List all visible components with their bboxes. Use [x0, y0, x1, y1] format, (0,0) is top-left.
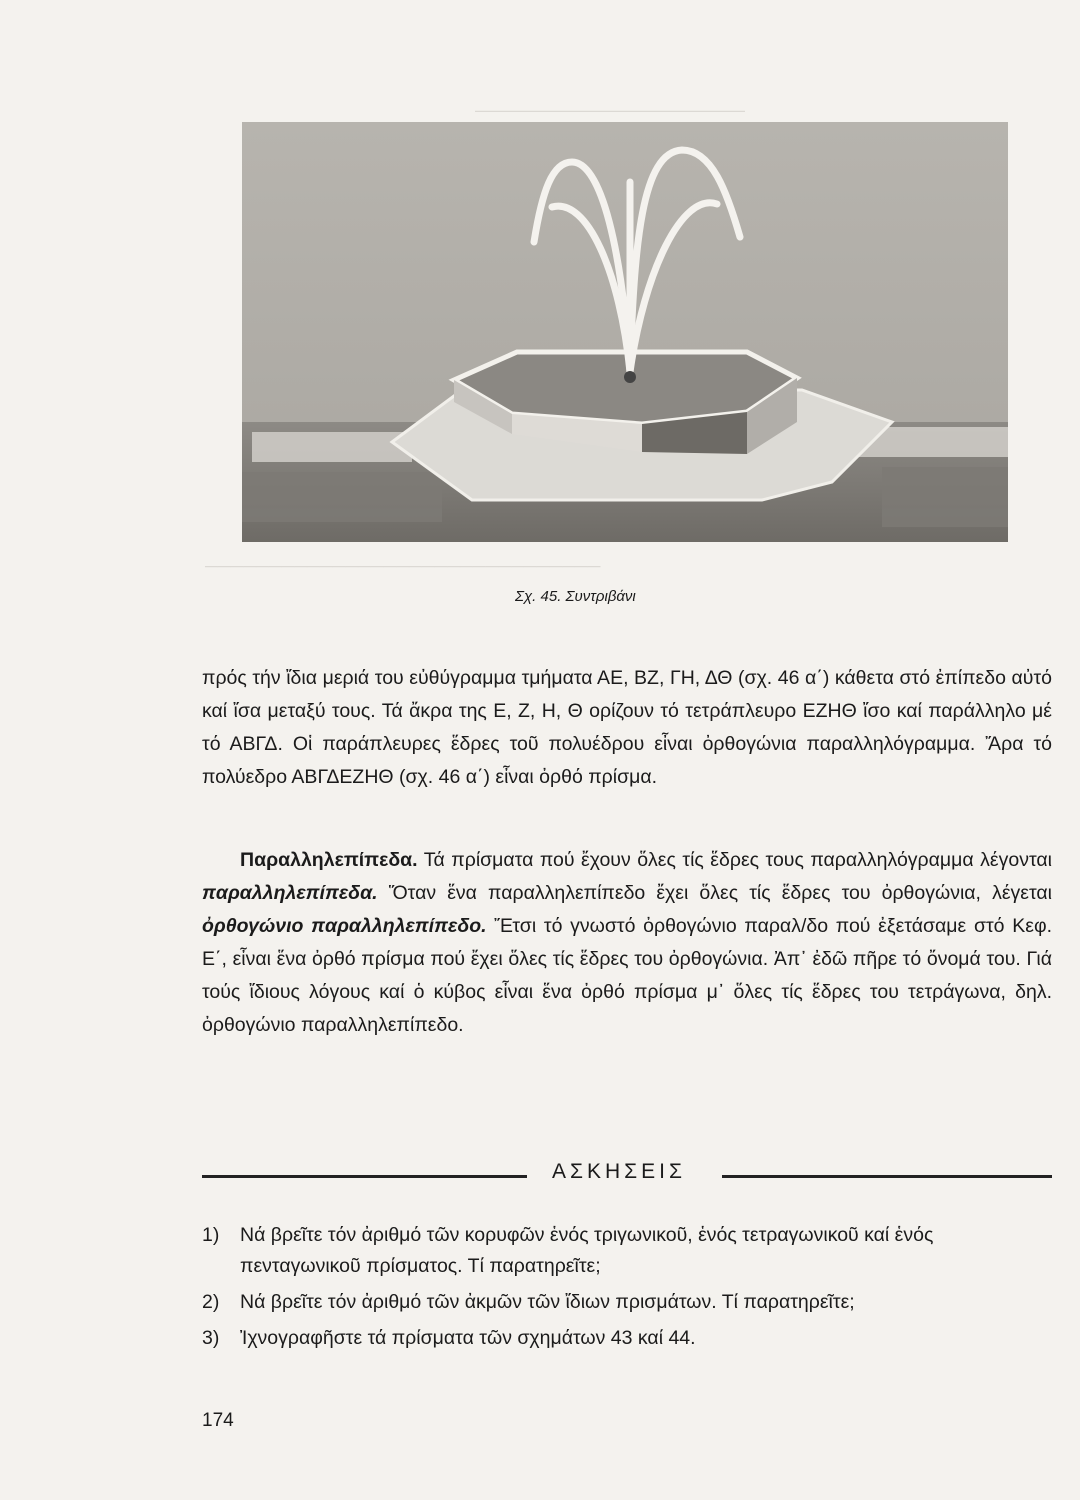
- heading-rule-right: [722, 1175, 1052, 1178]
- exercise-item: [202, 1287, 1052, 1318]
- exercise-number: 3): [202, 1327, 220, 1349]
- exercise-text: Νά βρεῖτε τόν ἀριθμό τῶν κορυφῶν ἑνός τριγωνικοῦ, ἑνός τετραγωνικοῦ καί ἑνός πενταγωνικοῦ πρίσματος. Τί παρατηρεῖτε;: [240, 1224, 934, 1277]
- parallelepiped-paragraph: [202, 844, 1052, 1042]
- exercise-item: [202, 1220, 1052, 1282]
- exercise-text: Ἰχνογραφῆστε τά πρίσματα τῶν σχημάτων 43 καί 44.: [240, 1327, 696, 1349]
- paragraph-text: Τά πρίσματα πού ἔχουν ὅλες τίς ἕδρες τους παραλληλόγραμμα λέγονται: [423, 849, 1052, 871]
- exercise-text: Νά βρεῖτε τόν ἀριθμό τῶν ἀκμῶν τῶν ἴδιων πρισμάτων. Τί παρατηρεῖτε;: [240, 1291, 855, 1313]
- exercise-number: 1): [202, 1224, 220, 1246]
- section-title: Παραλληλεπίπεδα.: [240, 849, 418, 871]
- term-rectangular-parallelepiped: ὀρθογώνιο παραλληλεπίπεδο.: [202, 915, 487, 937]
- exercise-number: 2): [202, 1291, 220, 1313]
- exercises-heading: ΑΣΚΗΣΕΙΣ: [552, 1160, 686, 1183]
- heading-rule-left: [202, 1175, 527, 1178]
- body-paragraph: πρός τήν ἴδια μεριά του εὐθύγραμμα τμήματα ΑΕ, ΒΖ, ΓΗ, ΔΘ (σχ. 46 α΄) κάθετα στό ἐπίπεδο αὐτό καί ἴσα μεταξύ τους. Τά ἄκρα της Ε, Ζ, Η, Θ ορίζουν τό τετράπλευρο ΕΖΗΘ ἴσο καί παράλληλο μέ τό ΑΒΓΔ. Οἱ παράπλευρες ἕδρες τοῦ πολυέδρου εἶναι ὀρθογώνια παραλληλόγραμμα. Ἄρα τό πολύεδρο ΑΒΓΔΕΖΗΘ (σχ. 46 α΄) εἶναι ὀρθό πρίσμα.: [202, 667, 1052, 788]
- fountain-illustration: [242, 122, 1008, 542]
- exercises-heading-row: [202, 1160, 1052, 1190]
- paragraph-text: Ὅταν ἕνα παραλληλεπίπεδο ἔχει ὅλες τίς ἕδρες του ὀρθογώνια, λέγεται: [388, 882, 1052, 904]
- figure-caption: Σχ. 45. Συντριβάνι: [515, 588, 636, 605]
- show-through-text: ―――――――――――――――: [475, 100, 745, 120]
- term-parallelepiped: παραλληλεπίπεδα.: [202, 882, 378, 904]
- exercise-item: [202, 1323, 1052, 1354]
- fountain-photo: [242, 122, 1008, 542]
- show-through-text: ───────────────────────────────: [205, 556, 601, 576]
- exercise-list: [202, 1220, 1052, 1359]
- page-number: 174: [202, 1410, 234, 1431]
- paragraph-text: Ἔτσι τό γνωστό ὀρθογώνιο παραλ/δο πού ἐξετάσαμε στό Κεφ. Ε΄, εἶναι ἕνα ὀρθό πρίσμα πού ἔχει ὅλες τίς ἕδρες του ὀρθογώνια. Ἀπ᾿ ἐδῶ πῆρε τό ὄνομά του. Γιά τούς ἴδιους λόγους καί ὁ κύβος εἶναι ἕνα ὀρθό πρίσμα μ᾿ ὅλες τίς ἕδρες του τετράγωνα, δηλ. ὀρθογώνιο παραλληλεπίπεδο.: [202, 915, 1053, 1036]
